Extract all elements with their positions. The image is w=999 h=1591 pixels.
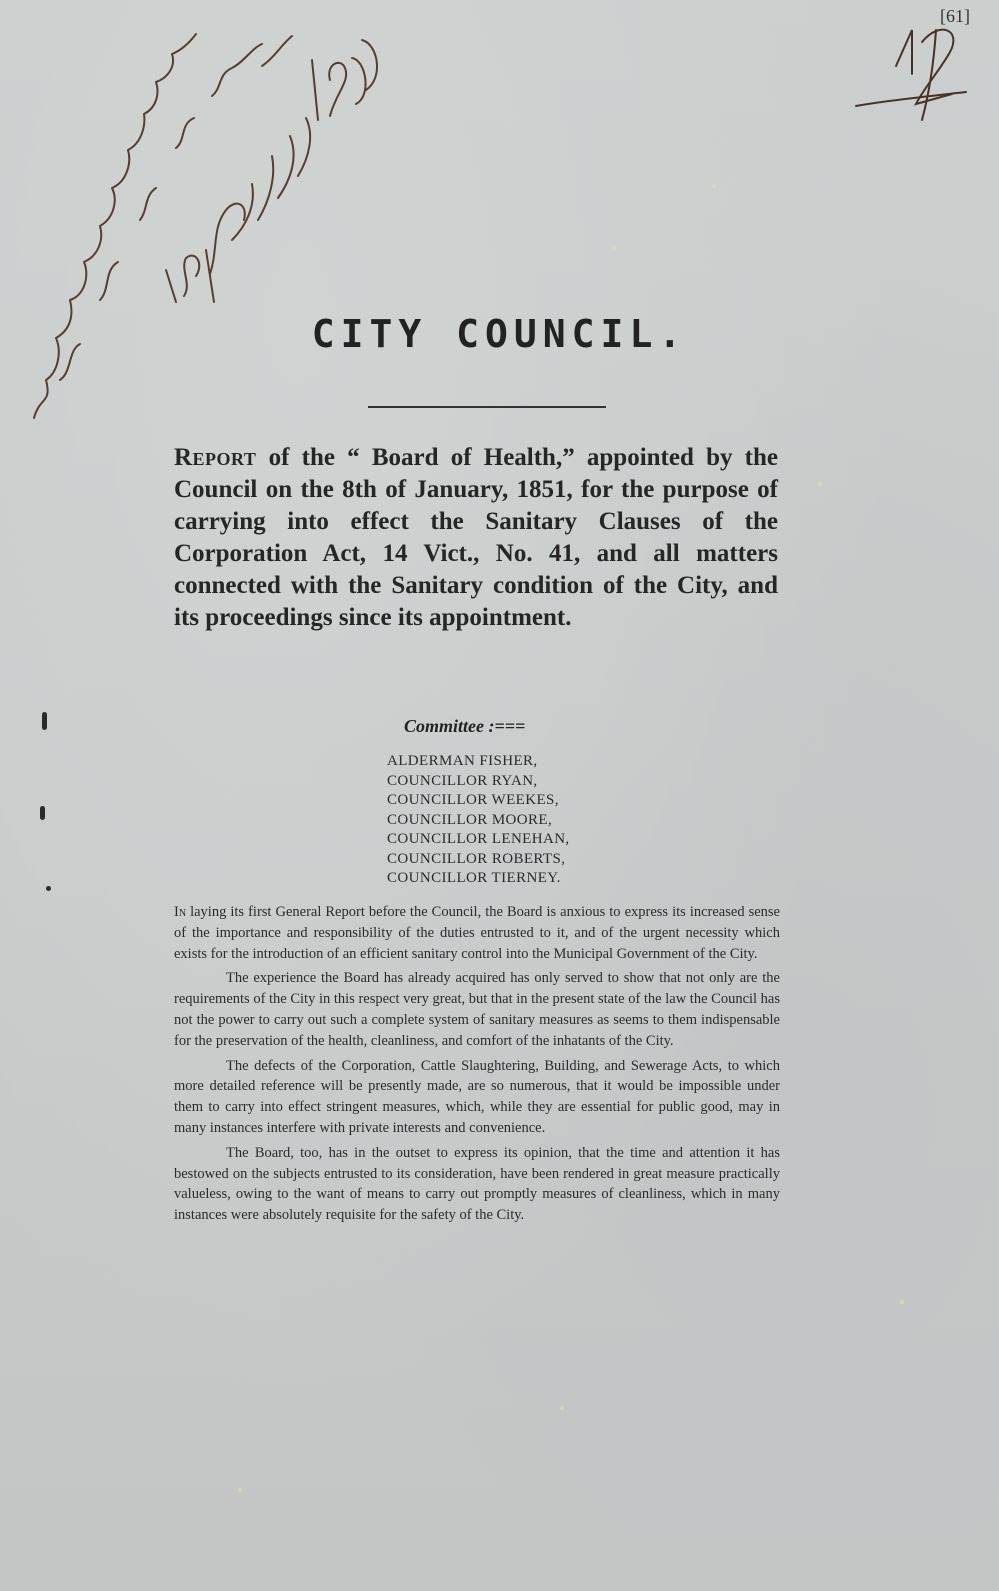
committee-member: COUNCILLOR LENEHAN, — [387, 831, 570, 847]
committee-member: COUNCILLOR WEEKES, — [387, 792, 559, 808]
paragraph: The Board, too, has in the outset to express its opinion, that the time and attention it has bestowed on the subjects entrusted to its consideration, have been rendered in great measure practically valueless, owing to the want of means to carry out promptly measures of cleanliness, which in many instances were absolutely requisite for the safety of the City. — [174, 1144, 780, 1224]
handwritten-annotation — [0, 0, 999, 460]
paragraph: The experience the Board has already acquired has only served to show that not only are the requirements of the City in this respect very great, but that in the present state of the law the Council has not the power to carry out such a complete system of sanitary measures as seems to them indispensable for the preservation of the health, cleanliness, and comfort of the inhatants of the City. — [174, 970, 781, 1049]
title-divider — [368, 406, 606, 408]
committee-member: COUNCILLOR ROBERTS, — [387, 850, 566, 867]
committee-member: ALDERMAN FISHER, — [387, 753, 538, 769]
committee-member: COUNCILLOR RYAN, — [387, 772, 538, 789]
paragraph — [174, 902, 780, 964]
report-heading — [174, 442, 778, 634]
shelfmark: [61] — [940, 6, 970, 26]
committee-member-list — [387, 752, 570, 889]
committee-heading: Committee :=== — [404, 716, 526, 736]
committee-member: COUNCILLOR MOORE, — [387, 811, 553, 828]
foxing-speck — [818, 482, 822, 486]
margin-mark — [40, 806, 45, 820]
report-text: of the “ Board of Health,” appointed by the Council on the 8th of January, 1851, for the purpose of carrying into effect the Sanitary Clauses of the Corporation Act, 14 Vict., No. 41, and all matters connected with the Sanitary condition of the City, and its proceedings since its appointment. — [174, 444, 778, 631]
page-title: CITY COUNCIL. — [311, 312, 688, 356]
paragraph: The defects of the Corporation, Cattle Slaughtering, Building, and Sewerage Acts, to which more detailed reference will be presently made, are so numerous, that it would be impossible under them to carry into effect stringent measures, which, while they are essential for public good, may in many instances interfere with private interests and convenience. — [174, 1057, 780, 1136]
committee-member: COUNCILLOR TIERNEY. — [387, 870, 561, 886]
report-lead: Report — [174, 444, 257, 471]
foxing-speck — [238, 1488, 242, 1492]
report-body — [174, 902, 780, 1230]
margin-mark — [42, 712, 47, 730]
foxing-speck — [560, 1406, 564, 1410]
foxing-speck — [900, 1300, 904, 1304]
margin-mark — [46, 886, 51, 891]
paragraph-lead: In — [174, 904, 187, 920]
paragraph-text: laying its first General Report before the Council, the Board is anxious to express its increased sense of the importance and responsibility of the duties entrusted to it, and of the urgent necessity which exists for the introduction of an efficient sanitary control into the Municipal Government of the City. — [174, 904, 780, 962]
